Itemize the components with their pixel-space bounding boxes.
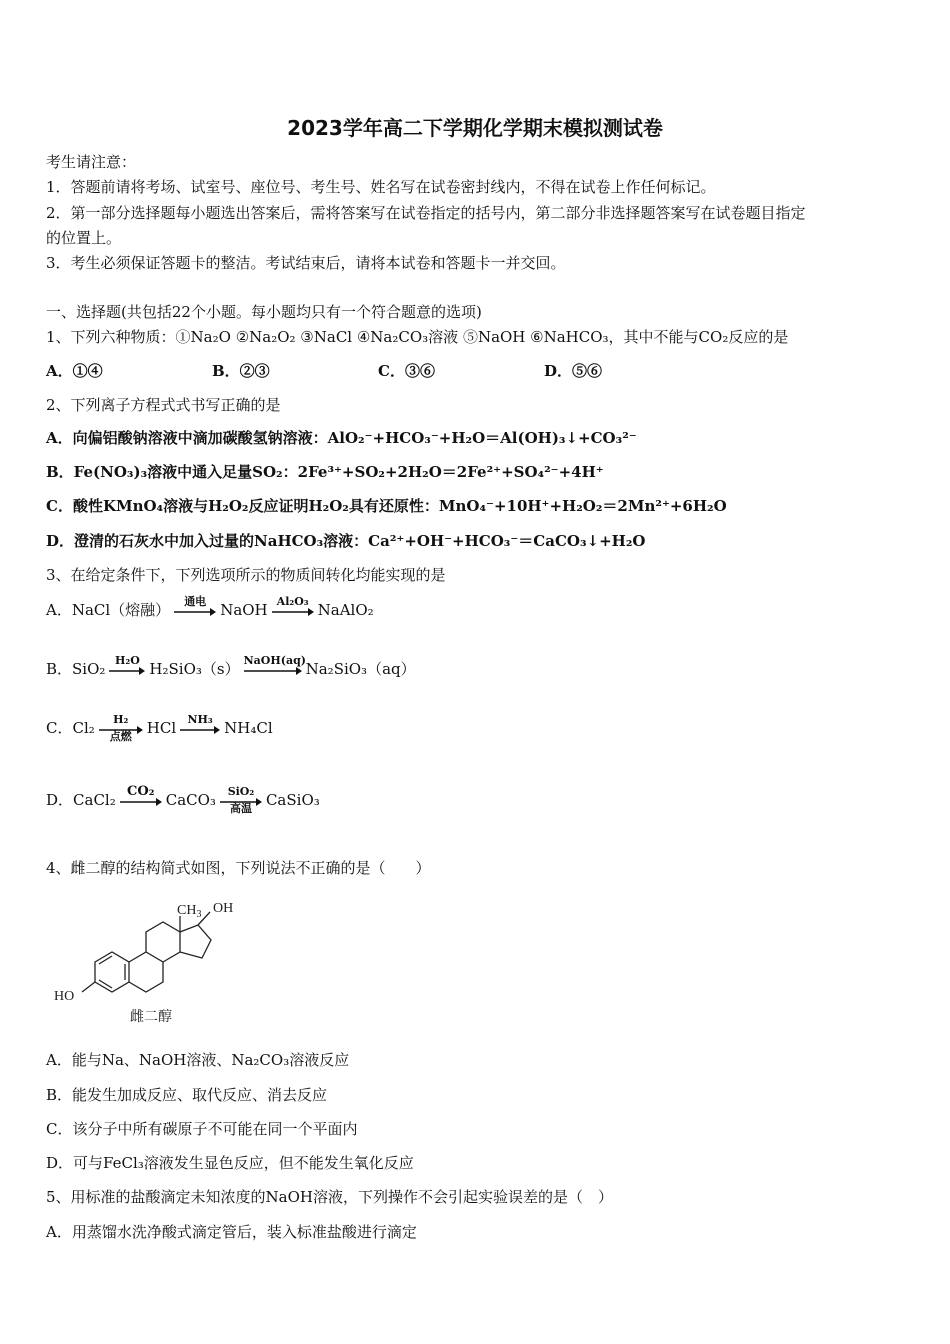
compound-name: 雌二醇 [130,1010,172,1025]
q3a-mid: NaOH [220,601,268,619]
q1-option-c[interactable]: C．③⑥ [378,362,435,380]
q5-stem: 5、用标准的盐酸滴定未知浓度的NaOH溶液，下列操作不会引起实验误差的是（ ） [46,1188,613,1206]
estradiol-structure [50,896,250,1035]
q3d-arrow2-condition: 高温 [229,802,252,815]
section-heading: 一、选择题(共包括22个小题。每小题均只有一个符合题意的选项) [46,303,482,321]
q3b-end: Na₂SiO₃（aq） [305,660,416,678]
q4-option-a[interactable]: A．能与Na、NaOH溶液、Na₂CO₃溶液反应 [46,1051,350,1069]
q3c-arrow2-label: NH₃ [187,713,213,726]
q3a-arrow2 [272,596,314,626]
q3a-start: A．NaCl（熔融） [46,601,171,619]
q1-options [46,360,710,381]
q1-option-a[interactable]: A．①④ [46,362,103,380]
q2-option-c[interactable]: C．酸性KMnO₄溶液与H₂O₂反应证明H₂O₂具有还原性：MnO₄⁻+10H⁺+H₂O₂＝2Mn²⁺+6H₂O [46,497,727,515]
q3d-arrow2 [220,786,262,816]
q3c-arrow1-condition: 点燃 [109,730,132,743]
arrow-right-icon [109,667,145,675]
q3-option-a[interactable] [46,596,374,626]
q2-option-d[interactable]: D．澄清的石灰水中加入过量的NaHCO₃溶液：Ca²⁺+OH⁻+HCO₃⁻＝CaCO₃↓+H₂O [46,532,646,550]
hydroxyl-label-top: OH [213,901,234,916]
notice-item-1: 1．答题前请将考场、试室号、座位号、考生号、姓名写在试卷密封线内，不得在试卷上作任何标记。 [46,178,716,196]
q3b-arrow2-label: NaOH(aq) [243,654,306,667]
q3b-start: B．SiO₂ [46,660,106,678]
q3c-start: C．Cl₂ [46,719,95,737]
q4-stem: 4、雌二醇的结构简式如图，下列说法不正确的是（ ） [46,859,431,877]
notice-heading: 考生请注意： [46,153,137,171]
q3c-end: NH₄Cl [224,719,273,737]
q5-option-a[interactable]: A．用蒸馏水洗净酸式滴定管后，装入标准盐酸进行滴定 [46,1223,417,1241]
arrow-right-icon [174,608,216,616]
arrow-right-icon [180,726,220,734]
q3b-arrow1 [109,655,145,685]
notice-item-2-cont: 的位置上。 [46,229,122,247]
q3-option-b[interactable] [46,655,416,685]
arrow-right-icon [120,798,162,806]
q3d-mid: CaCO₃ [165,791,216,809]
q4-option-c[interactable]: C．该分子中所有碳原子不可能在同一个平面内 [46,1120,358,1138]
q3b-arrow2 [243,654,306,685]
q3c-arrow2 [180,714,220,744]
notice-item-3: 3．考生必须保证答题卡的整洁。考试结束后，请将本试卷和答题卡一并交回。 [46,254,566,272]
q3a-arrow2-label: Al₂O₃ [276,595,309,608]
arrow-right-icon [244,667,302,675]
q1-option-b[interactable]: B．②③ [212,362,270,380]
q4-option-d[interactable]: D．可与FeCl₃溶液发生显色反应，但不能发生氧化反应 [46,1154,414,1172]
q1-option-d[interactable]: D．⑤⑥ [544,362,603,380]
q3c-arrow1-label: H₂ [113,713,129,726]
q3c-mid: HCl [146,719,177,737]
q3-stem: 3、在给定条件下，下列选项所示的物质间转化均能实现的是 [46,566,446,584]
q3-option-d[interactable] [46,786,320,816]
q3a-arrow1 [174,596,216,626]
notice-item-2: 2．第一部分选择题每小题选出答案后，需将答案写在试卷指定的括号内，第二部分非选择题答案写在试卷题目指定 [46,204,806,222]
q3a-end: NaAlO₂ [317,601,374,619]
q3d-end: CaSiO₃ [265,791,320,809]
q2-stem: 2、下列离子方程式式书写正确的是 [46,396,281,414]
q3b-arrow1-label: H₂O [115,654,140,667]
q3a-arrow1-label: 通电 [184,595,207,608]
q3b-mid: H₂SiO₃（s） [149,660,240,678]
arrow-right-icon [272,608,314,616]
q4-option-b[interactable]: B．能发生加成反应、取代反应、消去反应 [46,1086,328,1104]
estradiol-structure-drawing [50,896,250,1031]
q3c-arrow1 [99,714,143,744]
q2-option-b[interactable]: B．Fe(NO₃)₃溶液中通入足量SO₂：2Fe³⁺+SO₂+2H₂O＝2Fe²⁺+SO₄²⁻+4H⁺ [46,463,604,481]
q3d-arrow1 [120,786,162,816]
methyl-label: $CH_3$ [177,903,202,920]
q3d-arrow1-label: CO₂ [127,784,155,799]
q1-stem: 1、下列六种物质：①Na₂O ②Na₂O₂ ③NaCl ④Na₂CO₃溶液 ⑤NaOH ⑥NaHCO₃，其中不能与CO₂反应的是 [46,328,789,346]
q3d-start: D．CaCl₂ [46,791,116,809]
q3d-arrow2-label: SiO₂ [227,785,255,798]
page-title: 2023学年高二下学期化学期末模拟测试卷 [287,116,663,140]
hydroxyl-label-left: HO [54,989,75,1004]
q2-option-a[interactable]: A．向偏铝酸钠溶液中滴加碳酸氢钠溶液：AlO₂⁻+HCO₃⁻+H₂O＝Al(OH)₃↓+CO₃²⁻ [46,429,637,447]
q3-option-c[interactable] [46,714,273,744]
